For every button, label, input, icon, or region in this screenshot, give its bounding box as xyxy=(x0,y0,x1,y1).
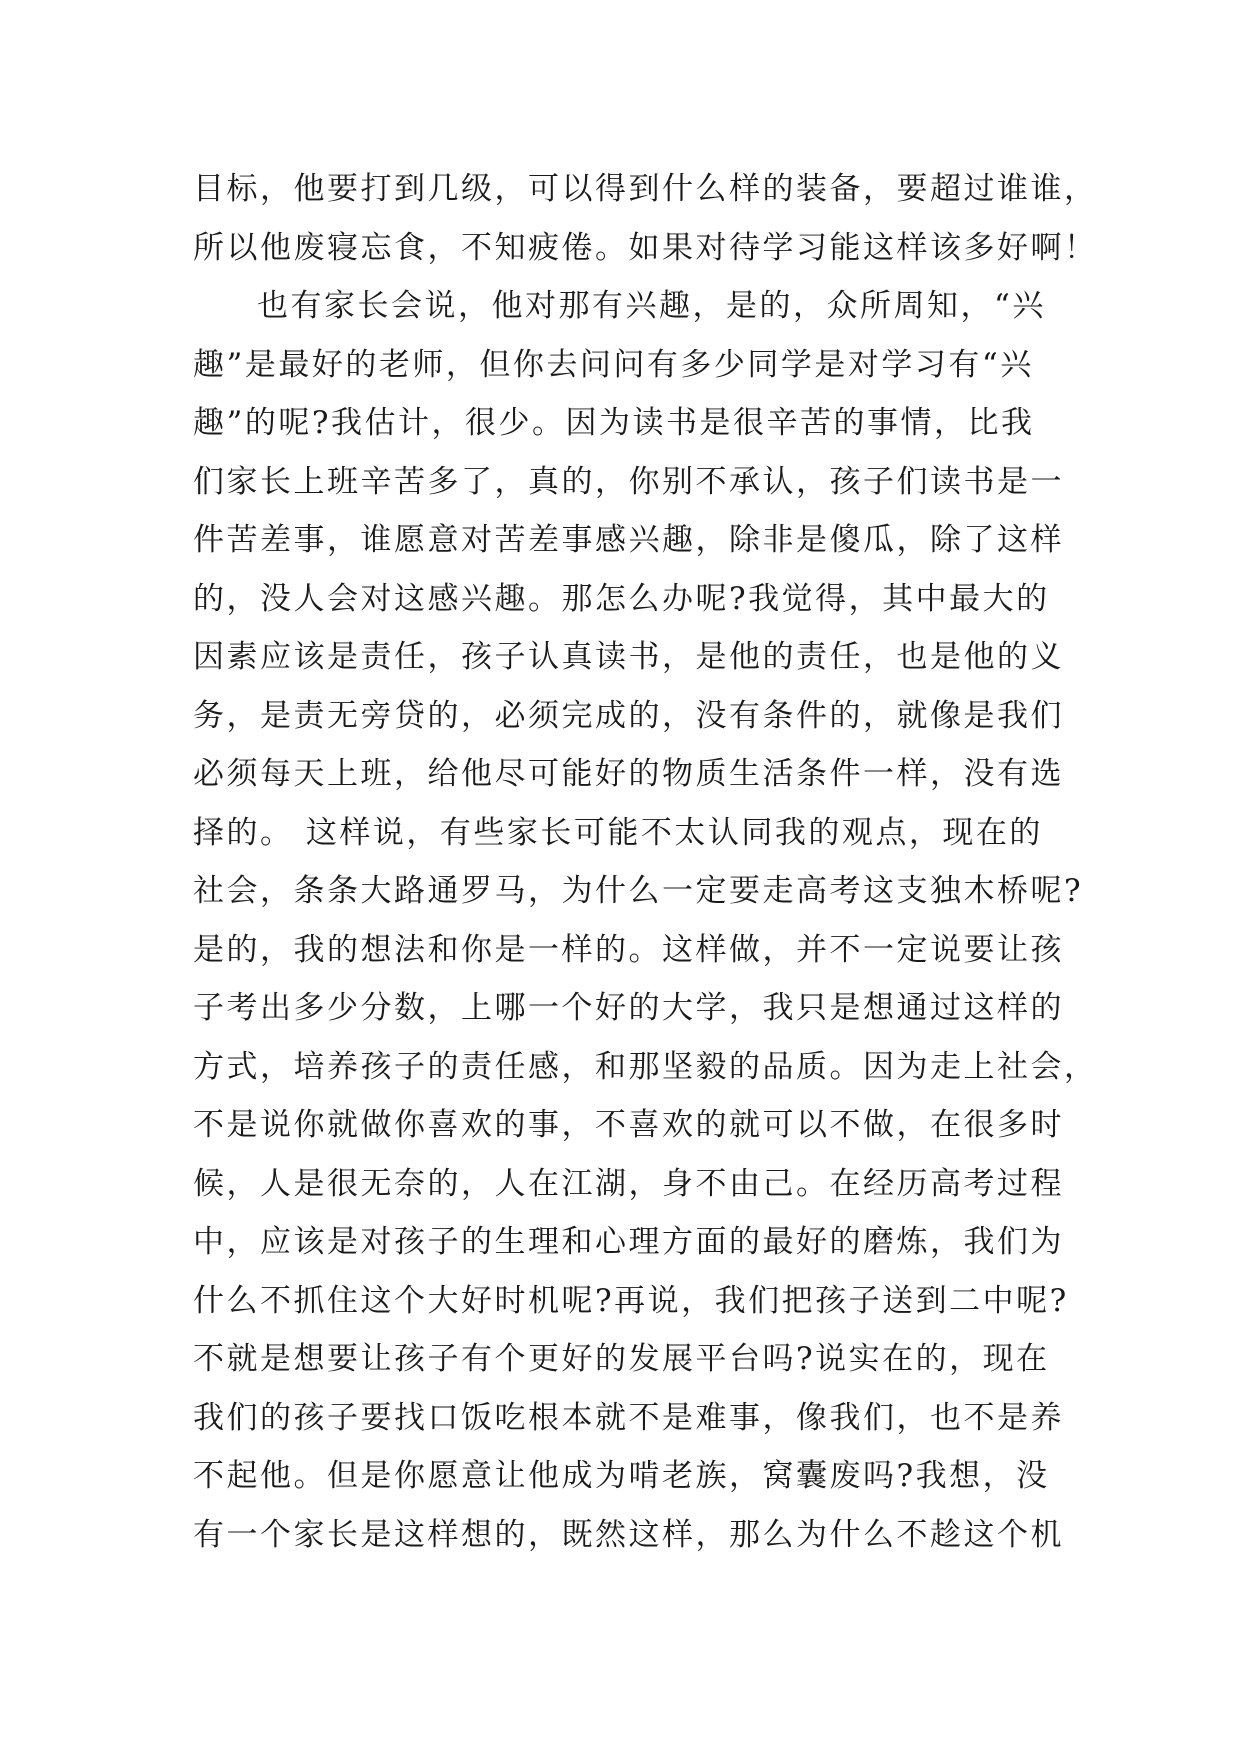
text-line: 必须每天上班，给他尽可能好的物质生活条件一样，没有选 xyxy=(193,756,1064,792)
text-line: 趣”的呢?我估计，很少。因为读书是很辛苦的事情，比我 xyxy=(193,405,1035,441)
text-line: 择的。 这样说，有些家长可能不太认同我的观点，现在的 xyxy=(193,814,1043,851)
text-line: 是的，我的想法和你是一样的。这样做，并不一定说要让孩 xyxy=(193,931,1064,968)
text-line: 务，是责无旁贷的，必须完成的，没有条件的，就像是我们 xyxy=(193,697,1064,734)
text-line: 因素应该是责任，孩子认真读书，是他的责任，也是他的义 xyxy=(193,639,1064,675)
text-line: 件苦差事，谁愿意对苦差事感兴趣，除非是傻瓜，除了这样 xyxy=(193,522,1064,558)
text-line: 社会，条条大路通罗马，为什么一定要走高考这支独木桥呢? xyxy=(193,873,1084,909)
text-line: 我们的孩子要找口饭吃根本就不是难事，像我们，也不是养 xyxy=(193,1399,1064,1436)
text-line: 们家长上班辛苦多了，真的，你别不承认，孩子们读书是一 xyxy=(193,463,1064,500)
text-line: 的，没人会对这感兴趣。那怎么办呢?我觉得，其中最大的 xyxy=(193,580,1050,617)
text-line: 有一个家长是这样想的，既然这样，那么为什么不趁这个机 xyxy=(193,1516,1064,1553)
text-line: 不是说你就做你喜欢的事，不喜欢的就可以不做，在很多时 xyxy=(193,1107,1064,1143)
body-text xyxy=(193,160,1098,1564)
text-line: 趣”是最好的老师，但你去问问有多少同学是对学习有“兴 xyxy=(193,346,1034,383)
paragraph-start-line: 也有家长会说，他对那有兴趣，是的，众所周知，“兴 xyxy=(257,288,1046,324)
text-line: 候，人是很无奈的，人在江湖，身不由己。在经历高考过程 xyxy=(193,1165,1064,1202)
text-line: 中，应该是对孩子的生理和心理方面的最好的磨炼，我们为 xyxy=(193,1224,1064,1260)
text-line: 不起他。但是你愿意让他成为啃老族，窝囊废吗?我想，没 xyxy=(193,1458,1050,1494)
text-line: 不就是想要让孩子有个更好的发展平台吗?说实在的，现在 xyxy=(193,1341,1050,1377)
text-line: 方式，培养孩子的责任感，和那坚毅的品质。因为走上社会， xyxy=(193,1048,1098,1085)
text-line: 什么不抓住这个大好时机呢?再说，我们把孩子送到二中呢? xyxy=(193,1282,1069,1319)
text-line: 目标，他要打到几级，可以得到什么样的装备，要超过谁谁， xyxy=(193,171,1098,207)
text-line: 子考出多少分数，上哪一个好的大学，我只是想通过这样的 xyxy=(193,990,1064,1026)
text-line: 所以他废寝忘食，不知疲倦。如果对待学习能这样该多好啊！ xyxy=(193,229,1098,266)
